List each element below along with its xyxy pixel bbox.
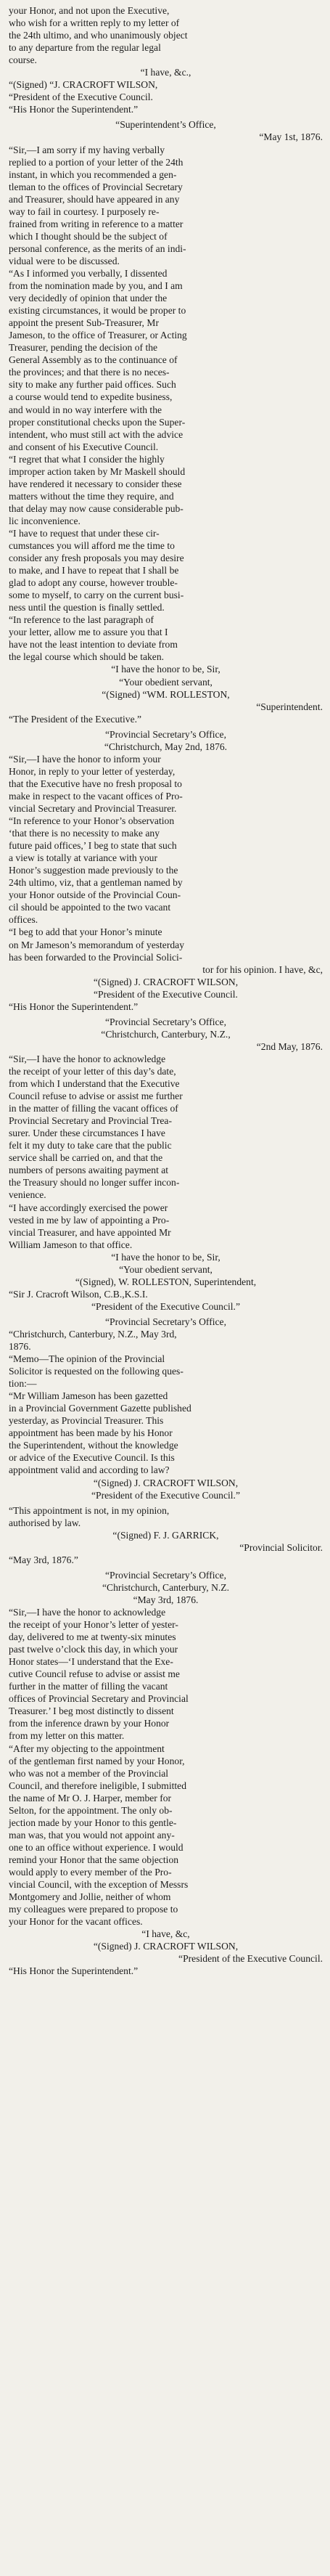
- text-line: Treasurer, pending the decision of the: [9, 342, 158, 354]
- text-line: your letter, allow me to assure you that I: [9, 627, 168, 638]
- text-line: a view is totally at variance with your: [9, 852, 157, 864]
- text-line: “President of the Executive Council.”: [91, 1300, 240, 1312]
- text-line: further in the matter of filling the vacant: [9, 1681, 168, 1692]
- text-line: “I regret that what I consider the highly: [9, 453, 165, 465]
- text-line: that the Executive have no fresh proposal to: [9, 778, 182, 789]
- text-line: “Christchurch, May 2nd, 1876.: [104, 741, 228, 752]
- text-line: “I have, &c,: [141, 1928, 190, 1940]
- text-line: way to fail in courtesy. I purposely re-: [9, 205, 160, 217]
- text-line: “His Honor the Superintendent.”: [9, 1965, 139, 1977]
- text-line: Selton, for the appointment. The only ob-: [9, 1804, 173, 1816]
- text-line: “Your obedient servant,: [119, 676, 213, 688]
- text-line: has been forwarded to the Provincial Solici-: [9, 951, 183, 963]
- text-line: from my letter on this matter.: [9, 1730, 125, 1742]
- text-line: Montgomery and Jollie, neither of whom: [9, 1891, 171, 1903]
- text-line: “In reference to your Honor’s observation: [9, 815, 175, 827]
- text-line: “President of the Executive Council.: [178, 1953, 323, 1965]
- text-line: make in respect to the vacant offices of Pro-: [9, 790, 183, 802]
- text-line: and would in no way interfere with the: [9, 404, 162, 415]
- text-line: “This appointment is not, in my opinion,: [9, 1504, 170, 1516]
- text-line: “I have accordingly exercised the power: [9, 1202, 168, 1213]
- text-line: 1876.: [9, 1341, 31, 1353]
- text-line: vidual were to be discussed.: [9, 255, 120, 266]
- text-line: vested in me by law of appointing a Pro-: [9, 1214, 170, 1226]
- text-line: who was not a member of the Provincial: [9, 1767, 169, 1779]
- text-line: the legal course which should be taken.: [9, 651, 165, 663]
- text-line: “(Signed), W. ROLLESTON, Superintendent,: [75, 1276, 257, 1287]
- text-line: offices of Provincial Secretary and Provincial: [9, 1693, 189, 1705]
- text-line: tor for his opinion. I have, &c,: [202, 963, 323, 975]
- text-line: Provincial Secretary and Provincial Trea-: [9, 1115, 172, 1127]
- text-line: “Memo—The opinion of the Provincial: [9, 1353, 165, 1365]
- text-line: from which I understand that the Executive: [9, 1078, 180, 1090]
- text-line: instant, in which you recommended a gen-: [9, 168, 177, 180]
- text-line: “Sir,—I have the honor to acknowledge: [9, 1053, 166, 1064]
- text-line: Treasurer.’ I beg most distinctly to dissent: [9, 1705, 174, 1717]
- text-line: felt it my duty to take care that the public: [9, 1140, 172, 1152]
- text-line: Solicitor is requested on the following ques-: [9, 1366, 183, 1377]
- text-line: would apply to every member of the Pro-: [9, 1866, 172, 1878]
- text-line: which I thought should be the subject of: [9, 230, 168, 242]
- text-line: “As I informed you verbally, I dissented: [9, 267, 168, 279]
- text-line: the Treasury should no longer suffer incon-: [9, 1177, 180, 1189]
- text-line: appointment has been made by his Honor: [9, 1427, 173, 1439]
- text-line: your Honor for the vacant offices.: [9, 1916, 143, 1928]
- text-line: some to myself, to carry on the current busi-: [9, 590, 184, 601]
- text-line: that delay may now cause considerable pub-: [9, 502, 183, 514]
- text-line: venience.: [9, 1189, 46, 1201]
- text-line: in a Provincial Government Gazette published: [9, 1403, 191, 1414]
- text-line: 24th ultimo, viz, that a gentleman named by: [9, 877, 183, 889]
- text-line: matters without the time they require, and: [9, 490, 174, 502]
- text-line: Honor’s suggestion made previously to the: [9, 865, 178, 876]
- text-line: authorised by law.: [9, 1517, 81, 1528]
- text-line: man was, that you would not appoint any-: [9, 1829, 175, 1841]
- text-line: “Sir,—I have the honor to inform your: [9, 753, 161, 765]
- text-line: intendent, who must still act with the advice: [9, 428, 183, 440]
- text-line: “In reference to the last paragraph of: [9, 614, 154, 626]
- text-line: day, delivered to me at twenty-six minutes: [9, 1631, 176, 1643]
- text-line: Council, and therefore ineligible, I submitted: [9, 1780, 186, 1791]
- text-line: sity to make any further paid offices. Such: [9, 379, 176, 391]
- text-line: in the matter of filling the vacant offices of: [9, 1103, 178, 1114]
- text-line: your Honor, and not upon the Executive,: [9, 5, 170, 16]
- text-line: “Provincial Secretary’s Office,: [105, 1016, 226, 1027]
- text-line: service shall be carried on, and that the: [9, 1152, 163, 1164]
- text-line: frained from writing in reference to a matter: [9, 218, 183, 229]
- text-line: replied to a portion of your letter of the 24th: [9, 156, 183, 168]
- text-line: “President of the Executive Council.: [9, 91, 153, 103]
- text-line: “Provincial Secretary’s Office,: [105, 1316, 226, 1327]
- text-line: ness until the question is finally settled.: [9, 602, 165, 614]
- text-line: my colleagues were prepared to propose to: [9, 1904, 178, 1915]
- text-line: who wish for a written reply to my letter of: [9, 17, 180, 29]
- text-line: the receipt of your Honor’s letter of yester-: [9, 1619, 178, 1631]
- text-line: tion:—: [9, 1378, 37, 1390]
- text-line: “President of the Executive Council.”: [91, 1489, 240, 1501]
- text-line: glad to adopt any course, however trouble-: [9, 577, 178, 589]
- text-line: “May 1st, 1876.: [259, 131, 323, 143]
- text-line: vincial Council, with the exception of Messrs: [9, 1879, 189, 1891]
- text-line: very decidedly of opinion that under the: [9, 293, 168, 304]
- text-line: “Sir,—I have the honor to acknowledge: [9, 1607, 166, 1618]
- text-line: improper action taken by Mr Maskell should: [9, 465, 186, 477]
- text-line: of the gentleman first named by your Honor,: [9, 1755, 185, 1766]
- text-line: the Superintendent, without the knowledge: [9, 1440, 178, 1451]
- text-line: ‘that there is no necessity to make any: [9, 828, 160, 839]
- text-line: jection made by your Honor to this gentle-: [9, 1817, 177, 1828]
- text-line: “I have to request that under these cir-: [9, 527, 160, 539]
- text-line: cumstances you will afford me the time to: [9, 540, 175, 552]
- text-line: the name of Mr O. J. Harper, member for: [9, 1792, 172, 1803]
- text-line: existing circumstances, it would be proper to: [9, 305, 186, 317]
- text-line: “I have the honor to be, Sir,: [111, 664, 220, 675]
- text-line: “His Honor the Superintendent.”: [9, 1000, 139, 1012]
- text-line: your Honor outside of the Provincial Coun-: [9, 889, 181, 901]
- text-line: past twelve o’clock this day, in which your: [9, 1644, 178, 1655]
- text-line: “Christchurch, Canterbury, N.Z.,: [101, 1028, 231, 1040]
- text-line: from the nomination made by you, and I am: [9, 280, 183, 292]
- text-line: “Provincial Solicitor.: [239, 1541, 323, 1553]
- text-line: on Mr Jameson’s memorandum of yesterday: [9, 939, 184, 950]
- text-line: cil should be appointed to the two vacant: [9, 902, 171, 913]
- text-line: Honor, in reply to your letter of yesterday,: [9, 765, 176, 777]
- text-line: lic inconvenience.: [9, 515, 81, 526]
- text-line: the provinces; and that there is no neces-: [9, 367, 170, 378]
- text-line: a course would tend to expedite business,: [9, 391, 173, 403]
- text-line: “Provincial Secretary’s Office,: [105, 728, 226, 740]
- text-line: “(Signed) J. CRACROFT WILSON,: [93, 1477, 239, 1488]
- text-line: yesterday, as Provincial Treasurer. This: [9, 1415, 164, 1427]
- text-line: and consent of his Executive Council.: [9, 441, 159, 452]
- text-line: numbers of persons awaiting payment at: [9, 1165, 169, 1176]
- text-line: vincial Secretary and Provincial Treasurer.: [9, 803, 177, 814]
- text-line: vincial Treasurer, and have appointed Mr: [9, 1226, 171, 1238]
- text-line: “After my objecting to the appointment: [9, 1743, 165, 1754]
- text-line: or advice of the Executive Council. Is this: [9, 1452, 175, 1464]
- text-line: “Provincial Secretary’s Office,: [105, 1569, 226, 1581]
- text-line: the 24th ultimo, and who unanimously object: [9, 30, 188, 41]
- text-line: “Christchurch, Canterbury, N.Z., May 3rd,: [9, 1328, 177, 1340]
- text-line: “I have, &c.,: [140, 67, 191, 78]
- text-line: consider any fresh proposals you may desire: [9, 553, 184, 564]
- text-line: cutive Council refuse to advise or assist me: [9, 1668, 180, 1680]
- text-line: “Mr William Jameson has been gazetted: [9, 1390, 168, 1402]
- text-line: “Christchurch, Canterbury, N.Z.: [102, 1581, 230, 1593]
- text-line: from the inference drawn by your Honor: [9, 1718, 170, 1729]
- text-line: “(Signed) J. CRACROFT WILSON,: [93, 1941, 239, 1952]
- text-line: “(Signed) “WM. ROLLESTON,: [102, 688, 230, 700]
- text-line: “Superintendent.: [256, 701, 323, 712]
- text-line: “His Honor the Superintendent.”: [9, 104, 139, 115]
- text-line: appointment valid and according to law?: [9, 1464, 170, 1476]
- text-line: “2nd May, 1876.: [256, 1040, 323, 1052]
- text-line: General Assembly as to the continuance of: [9, 354, 178, 366]
- text-line: William Jameson to that office.: [9, 1239, 133, 1250]
- text-line: personal conference, as the merits of an indi-: [9, 242, 186, 254]
- text-line: surer. Under these circumstances I have: [9, 1128, 165, 1139]
- text-line: and Treasurer, should have appeared in any: [9, 193, 180, 205]
- text-line: “Your obedient servant,: [119, 1263, 213, 1275]
- text-line: “(Signed) F. J. GARRICK,: [112, 1529, 219, 1541]
- text-line: future paid offices,’ I beg to state that such: [9, 840, 177, 852]
- text-line: “President of the Executive Council.: [94, 988, 238, 1000]
- text-line: “Sir,—I am sorry if my having verbally: [9, 144, 165, 155]
- text-line: “May 3rd, 1876.: [133, 1594, 199, 1605]
- text-line: one to an office without experience. I would: [9, 1841, 183, 1853]
- text-line: “I have the honor to be, Sir,: [111, 1251, 220, 1263]
- text-line: have not the least intention to deviate from: [9, 639, 178, 651]
- text-line: “(Signed) J. CRACROFT WILSON,: [93, 976, 239, 987]
- text-line: “May 3rd, 1876.”: [9, 1554, 78, 1565]
- text-line: “I beg to add that your Honor’s minute: [9, 926, 162, 938]
- text-line: remind your Honor that the same objection: [9, 1854, 179, 1865]
- text-line: Council refuse to advise or assist me further: [9, 1091, 183, 1102]
- text-line: the receipt of your letter of this day’s date,: [9, 1065, 176, 1077]
- text-line: Jameson, to the office of Treasurer, or Acting: [9, 330, 187, 341]
- text-line: tleman to the offices of Provincial Secretary: [9, 181, 183, 192]
- text-line: “The President of the Executive.”: [9, 713, 142, 725]
- text-line: appoint the present Sub-Treasurer, Mr: [9, 317, 159, 329]
- text-line: offices.: [9, 914, 38, 926]
- text-line: to make, and I have to repeat that I shall be: [9, 565, 179, 576]
- text-line: “(Signed) “J. CRACROFT WILSON,: [9, 79, 158, 91]
- text-line: have rendered it necessary to consider these: [9, 478, 182, 489]
- text-line: Honor states—‘I understand that the Exe-: [9, 1656, 173, 1668]
- text-line: “Sir J. Cracroft Wilson, C.B.,K.S.I.: [9, 1288, 148, 1300]
- text-line: course.: [9, 54, 37, 66]
- text-line: to any departure from the regular legal: [9, 42, 161, 54]
- text-line: “Superintendent’s Office,: [115, 119, 216, 131]
- text-line: proper constitutional checks upon the Super-: [9, 416, 186, 428]
